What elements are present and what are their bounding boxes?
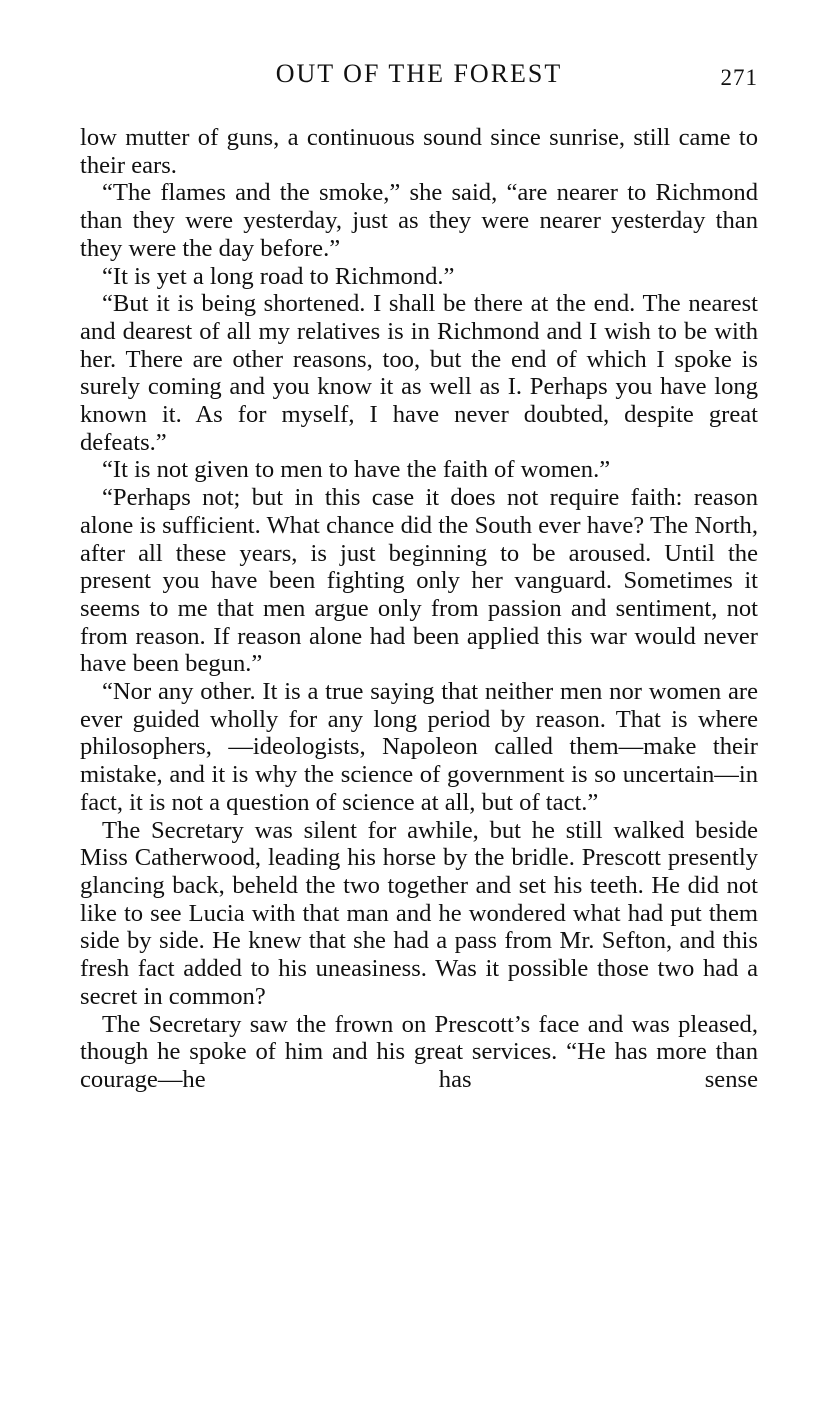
- paragraph-9: The Secretary saw the frown on Prescott’s face and was pleased, though he spoke of him and his great services. “He has more than courage—he has sense: [80, 1010, 758, 1093]
- paragraph-4: “But it is being shortened. I shall be there at the end. The nearest and dearest of all my relatives is in Richmond and I wish to be with her. There are other reasons, too, but the end of which I spoke is surely coming and you know it as well as I. Perhaps you have long known it. As for myself, I have never doubted, despite great defeats.”: [80, 290, 758, 456]
- page-number: 271: [720, 65, 758, 90]
- paragraph-5: “It is not given to men to have the faith of women.”: [102, 456, 611, 484]
- paragraph-7: “Nor any other. It is a true saying that neither men nor women are ever guided wholly for any long period by reason. That is where philosophers, —ideologists, Napoleon called them—make their mistake, and it is why the science of government is so uncertain—in fact, it is not a question of science at all, but of tact.”: [80, 678, 758, 816]
- running-title: OUT OF THE FOREST: [275, 59, 563, 88]
- paragraph-1: low mutter of guns, a continuous sound since sunrise, still came to their ears.: [80, 124, 758, 179]
- paragraph-6: “Perhaps not; but in this case it does not require faith: reason alone is sufficient. What chance did the South ever have? The North, after all these years, is just beginning to be aroused. Until the present you have been fighting only her vanguard. Sometimes it seems to me that men argue only from passion and sentiment, not from reason. If reason alone had been applied this war would never have been begun.”: [80, 484, 758, 678]
- paragraph-8: The Secretary was silent for awhile, but he still walked beside Miss Catherwood, leading his horse by the bridle. Prescott presently glancing back, beheld the two together and set his teeth. He did not like to see Lucia with that man and he wondered what had put them side by side. He knew that she had a pass from Mr. Sefton, and this fresh fact added to his uneasiness. Was it possible those two had a secret in common?: [80, 816, 758, 1010]
- paragraph-2: “The flames and the smoke,” she said, “are nearer to Richmond than they were yesterday, just as they were nearer yesterday than they were the day before.”: [80, 179, 758, 262]
- body-text: [80, 124, 758, 1094]
- running-head: [80, 58, 758, 90]
- paragraph-3: “It is yet a long road to Richmond.”: [102, 262, 455, 290]
